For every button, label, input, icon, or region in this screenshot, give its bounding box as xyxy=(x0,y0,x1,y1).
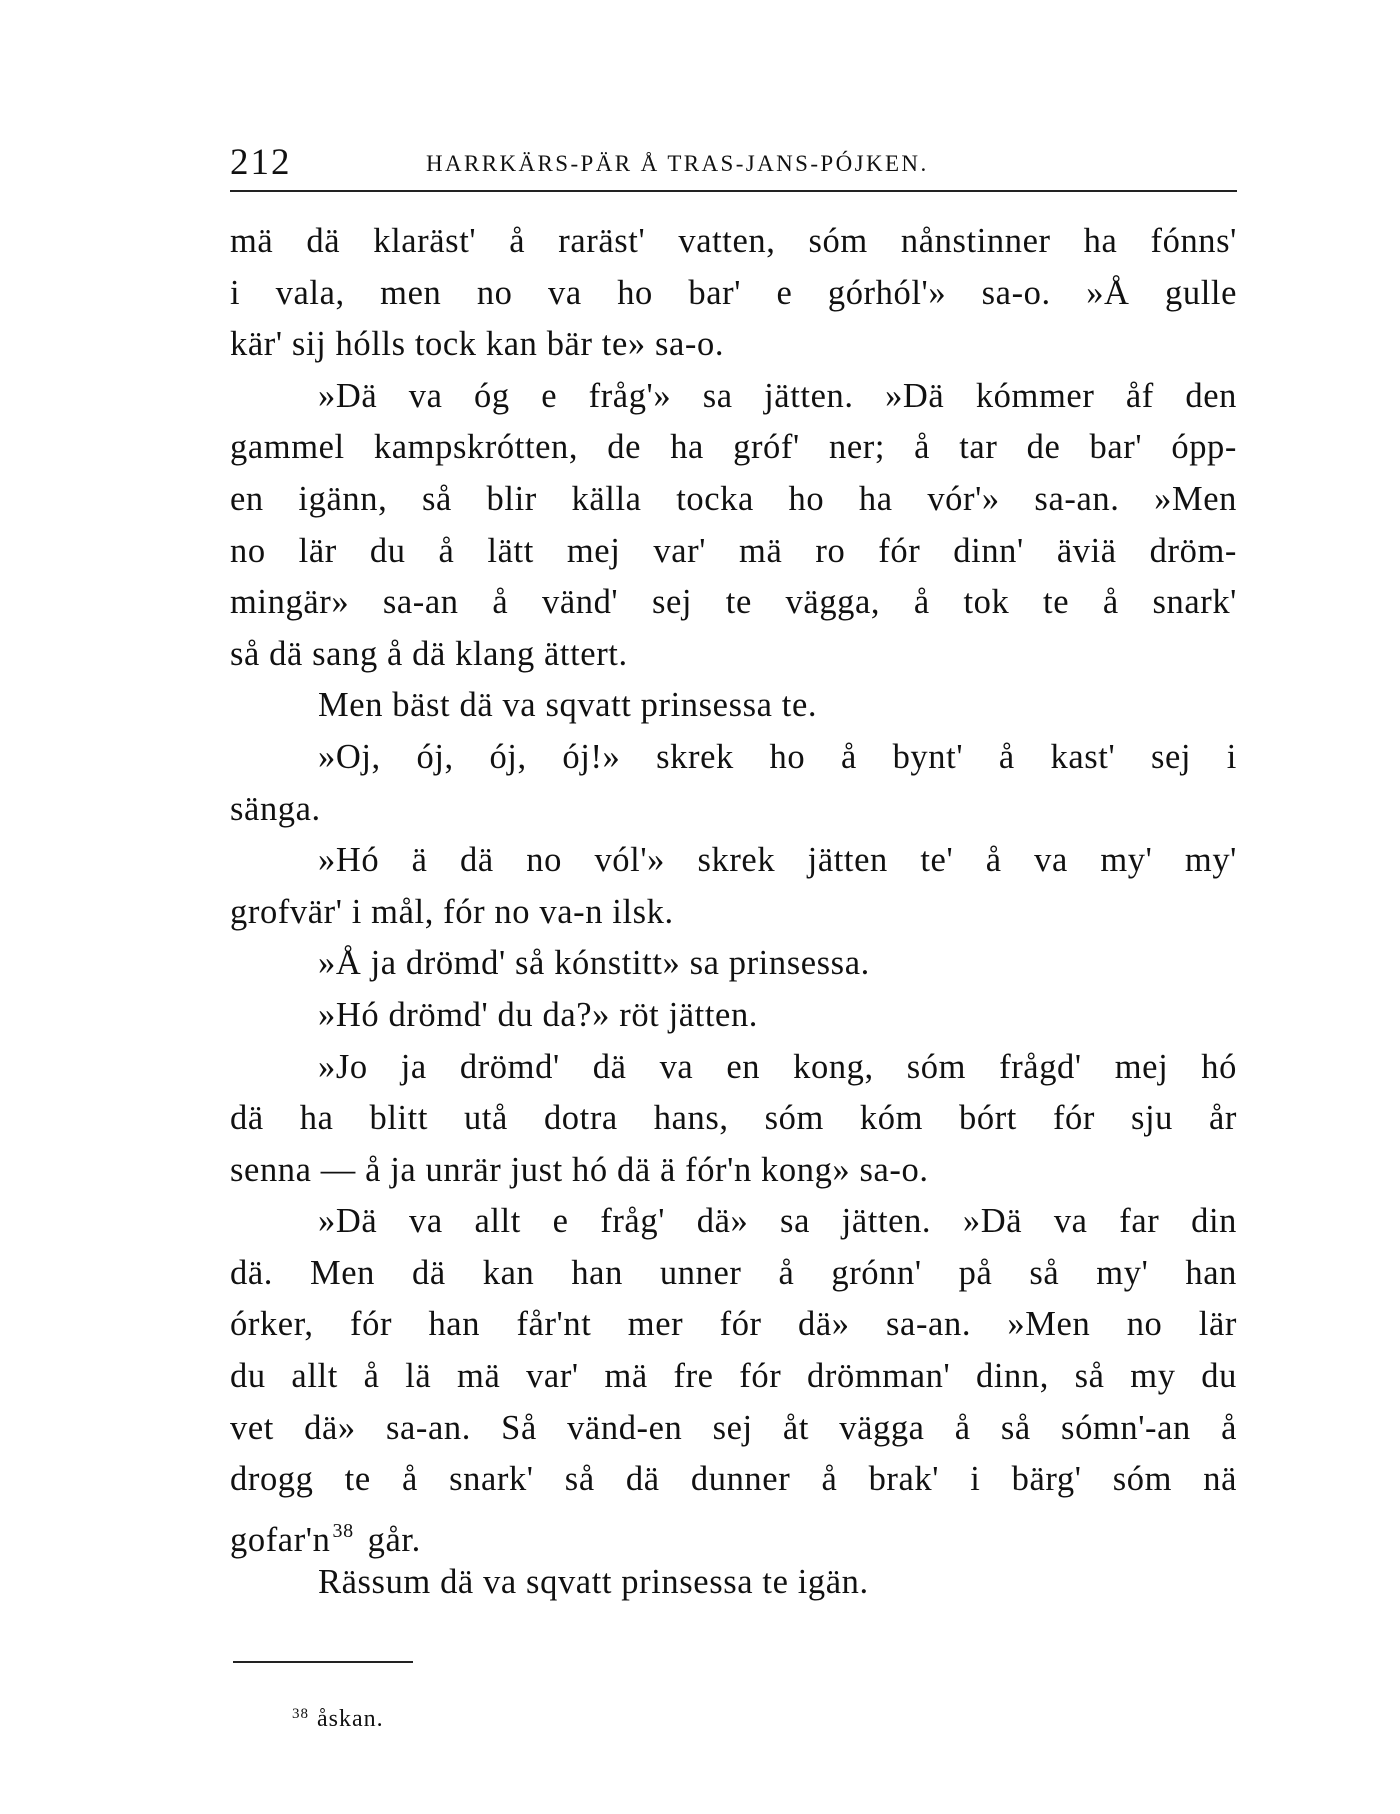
text-line: »Dä va óg e fråg'» sa jätten. »Dä kómmer åf den xyxy=(318,376,1237,415)
text-line-with-footnote xyxy=(230,1506,1237,1558)
text-fragment: gofar'n xyxy=(230,1520,331,1559)
text-line: »Hó drömd' du da?» röt jätten. xyxy=(318,995,759,1034)
footnote-rule xyxy=(233,1661,413,1663)
text-line: senna — å ja unrär just hó dä ä fór'n kong» sa-o. xyxy=(230,1150,929,1189)
text-line: »Oj, ój, ój, ój!» skrek ho å bynt' å kast' sej i xyxy=(318,737,1237,776)
text-line: gammel kampskrótten, de ha gróf' ner; å tar de bar' ópp- xyxy=(230,428,1237,467)
text-fragment: går. xyxy=(367,1520,421,1559)
text-line: mä dä klaräst' å raräst' vatten, sóm nånstinner ha fónns' xyxy=(230,222,1237,260)
text-line: vet dä» sa-an. Så vänd-en sej åt vägga å så sómn'-an å xyxy=(230,1408,1237,1447)
text-line: drogg te å snark' så dä dunner å brak' i bärg' sóm nä xyxy=(230,1460,1237,1499)
footnote-reference: 38 xyxy=(332,1519,354,1542)
text-line: »Jo ja drömd' dä va en kong, sóm frågd' mej hó xyxy=(318,1047,1237,1086)
text-line: i vala, men no va ho bar' e górhól'» sa-o. »Å gulle xyxy=(230,273,1237,312)
footnote-mark: 38 xyxy=(292,1706,309,1722)
body-text xyxy=(230,216,1237,1609)
text-line: sänga. xyxy=(230,789,321,828)
text-line: dä. Men dä kan han unner å grónn' på så my' han xyxy=(230,1253,1237,1292)
footnote-text: åskan. xyxy=(317,1706,384,1732)
text-line: órker, fór han får'nt mer fór dä» sa-an. »Men no lär xyxy=(230,1305,1237,1344)
text-line: en igänn, så blir källa tocka ho ha vór'» sa-an. »Men xyxy=(230,479,1237,518)
running-title: HARRKÄRS-PÄR Å TRAS-JANS-PÓJKEN. xyxy=(426,151,929,176)
text-line: grofvär' i mål, fór no va-n ilsk. xyxy=(230,892,674,931)
text-line: »Dä va allt e fråg' dä» sa jätten. »Dä va far din xyxy=(318,1202,1237,1241)
page-number: 212 xyxy=(230,142,292,183)
text-line: kär' sij hólls tock kan bär te» sa-o. xyxy=(230,325,725,364)
text-line: mingär» sa-an å vänd' sej te vägga, å tok te å snark' xyxy=(230,583,1237,622)
text-line: »Hó ä dä no vól'» skrek jätten te' å va my' my' xyxy=(318,841,1237,880)
footnote xyxy=(292,1698,384,1735)
text-line: »Å ja drömd' så kónstitt» sa prinsessa. xyxy=(318,944,870,983)
text-line: dä ha blitt utå dotra hans, sóm kóm bórt fór sju år xyxy=(230,1099,1237,1138)
text-line: Rässum dä va sqvatt prinsessa te igän. xyxy=(318,1563,869,1602)
text-line: Men bäst dä va sqvatt prinsessa te. xyxy=(318,686,818,725)
text-line: så dä sang å dä klang ättert. xyxy=(230,634,628,673)
text-line: no lär du å lätt mej var' mä ro fór dinn' äviä dröm- xyxy=(230,531,1237,570)
page-header xyxy=(230,138,1237,188)
text-line: du allt å lä mä var' mä fre fór drömman' dinn, så my du xyxy=(230,1357,1237,1396)
header-rule xyxy=(230,190,1237,192)
